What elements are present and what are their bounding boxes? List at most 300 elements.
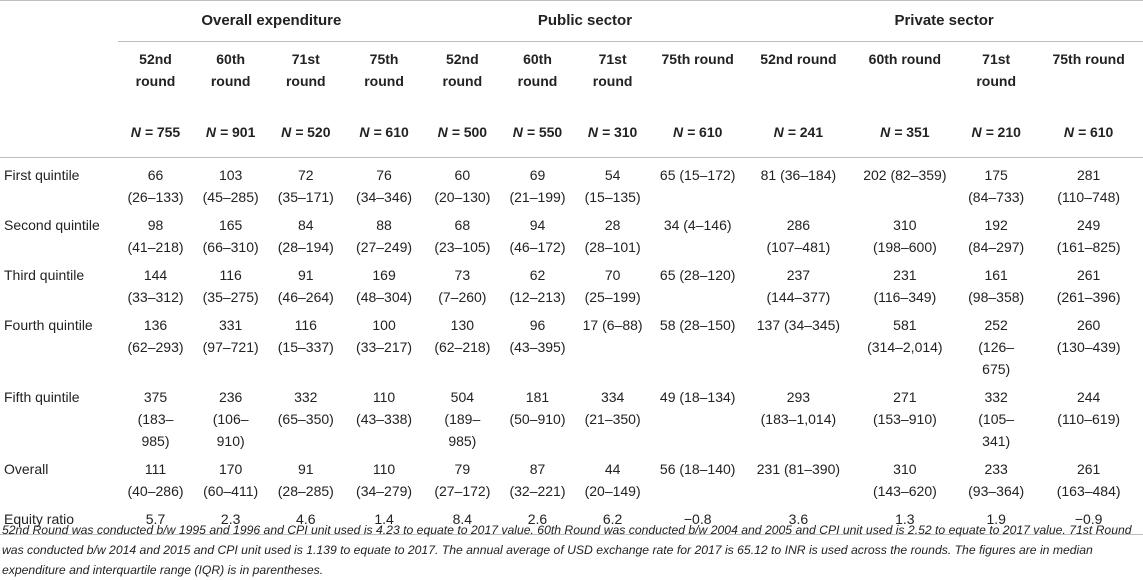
cell-line: 66 bbox=[147, 167, 164, 183]
cell-line: (21–350) bbox=[584, 411, 641, 427]
data-cell bbox=[745, 258, 851, 308]
cell-line: (60–411) bbox=[203, 483, 259, 499]
cell-line: 2.3 bbox=[220, 511, 241, 527]
cell-line: (20–149) bbox=[584, 483, 641, 499]
data-cell bbox=[500, 452, 575, 502]
cell-line: (27–172) bbox=[434, 483, 491, 499]
data-cell bbox=[852, 258, 958, 308]
data-cell bbox=[1034, 308, 1143, 380]
round-header bbox=[193, 42, 268, 108]
cell-line: (65–350) bbox=[277, 411, 334, 427]
data-cell bbox=[1034, 208, 1143, 258]
cell-line: 34 (4–146) bbox=[663, 217, 732, 233]
cell-line: 73 bbox=[454, 267, 471, 283]
data-cell bbox=[650, 380, 745, 452]
cell-line: round bbox=[517, 73, 558, 89]
cell-line: 44 bbox=[604, 461, 621, 477]
cell-line: 504 bbox=[450, 389, 475, 405]
data-cell bbox=[425, 380, 500, 452]
cell-line: 231 (81–390) bbox=[756, 461, 841, 477]
data-cell bbox=[745, 308, 851, 380]
data-cell bbox=[745, 208, 851, 258]
cell-line: 341) bbox=[982, 433, 1011, 449]
data-cell bbox=[343, 380, 424, 452]
cell-line: (12–213) bbox=[509, 289, 566, 305]
round-header bbox=[343, 42, 424, 108]
cell-line: 110 bbox=[372, 389, 396, 405]
data-cell bbox=[1034, 452, 1143, 502]
cell-line: 175 bbox=[984, 167, 1008, 183]
cell-line: 62 bbox=[529, 267, 546, 283]
n-value: 610 bbox=[1089, 124, 1114, 140]
cell-line: 181 bbox=[525, 389, 550, 405]
cell-line: (34–346) bbox=[356, 189, 413, 205]
group-private-sector: Private sector bbox=[745, 1, 1143, 42]
cell-line: (46–172) bbox=[509, 239, 566, 255]
cell-line: (46–264) bbox=[277, 289, 334, 305]
table-row bbox=[0, 452, 1143, 502]
cell-line: 192 bbox=[984, 217, 1008, 233]
cell-line: 236 bbox=[218, 389, 243, 405]
cell-line: (15–135) bbox=[584, 189, 641, 205]
data-cell bbox=[650, 452, 745, 502]
cell-line: 28 bbox=[604, 217, 621, 233]
data-cell bbox=[425, 158, 500, 209]
data-cell bbox=[343, 258, 424, 308]
cell-line: 52nd bbox=[139, 51, 172, 67]
cell-line: 310 bbox=[893, 217, 917, 233]
cell-line: 65 (28–120) bbox=[659, 267, 736, 283]
cell-line: 202 (82–359) bbox=[863, 167, 947, 183]
cell-line: (161–825) bbox=[1056, 239, 1121, 255]
n-value: 610 bbox=[699, 124, 723, 140]
cell-line: (144–377) bbox=[766, 289, 831, 305]
data-cell bbox=[193, 380, 268, 452]
cell-line: 88 bbox=[376, 217, 392, 233]
cell-line: (62–218) bbox=[434, 339, 491, 355]
cell-line: 91 bbox=[298, 267, 314, 283]
cell-line: 79 bbox=[454, 461, 471, 477]
cell-line: 375 bbox=[143, 389, 168, 405]
data-cell bbox=[575, 452, 650, 502]
cell-line: (21–199) bbox=[509, 189, 566, 205]
cell-line: (189– bbox=[444, 411, 481, 427]
cell-line: 81 (36–184) bbox=[760, 167, 837, 183]
cell-line: 52nd bbox=[445, 51, 479, 67]
cell-line: 169 bbox=[372, 267, 396, 283]
data-cell bbox=[650, 258, 745, 308]
cell-line: 1.3 bbox=[895, 511, 915, 527]
cell-line: round bbox=[210, 73, 251, 89]
n-value: 755 bbox=[156, 124, 181, 140]
n-symbol: N = bbox=[205, 124, 232, 140]
cell-line: (261–396) bbox=[1056, 289, 1121, 305]
data-cell bbox=[745, 158, 851, 209]
cell-line: round bbox=[285, 73, 326, 89]
data-cell bbox=[193, 258, 268, 308]
round-header bbox=[650, 42, 745, 108]
cell-line: (84–733) bbox=[968, 189, 1025, 205]
cell-line: 100 bbox=[372, 317, 396, 333]
cell-line: 165 bbox=[218, 217, 243, 233]
n-symbol: N = bbox=[130, 124, 157, 140]
cell-line: 3.6 bbox=[788, 511, 809, 527]
n-value: 610 bbox=[385, 124, 409, 140]
cell-line: 75th bbox=[369, 51, 399, 67]
cell-line: 249 bbox=[1076, 217, 1101, 233]
cell-line: (48–304) bbox=[356, 289, 413, 305]
sample-size-cell bbox=[118, 107, 193, 158]
cell-line: 103 bbox=[218, 167, 243, 183]
cell-line: round bbox=[442, 73, 483, 89]
cell-line: (97–721) bbox=[202, 339, 259, 355]
data-cell bbox=[958, 258, 1034, 308]
data-cell bbox=[193, 308, 268, 380]
n-symbol: N = bbox=[773, 124, 800, 140]
cell-line: 310 bbox=[893, 461, 917, 477]
cell-line: 98 bbox=[147, 217, 164, 233]
data-cell bbox=[425, 308, 500, 380]
cell-line: 332 bbox=[294, 389, 318, 405]
round-header bbox=[500, 42, 575, 108]
cell-line: (93–364) bbox=[968, 483, 1025, 499]
round-header bbox=[745, 42, 851, 108]
cell-line: (116–349) bbox=[873, 289, 937, 305]
cell-line: 286 bbox=[786, 217, 811, 233]
sample-size-cell bbox=[1034, 107, 1143, 158]
cell-line: 331 bbox=[218, 317, 243, 333]
cell-line: 96 bbox=[529, 317, 546, 333]
cell-line: round bbox=[592, 73, 633, 89]
data-cell bbox=[745, 452, 851, 502]
table-row bbox=[0, 308, 1143, 380]
sample-size-cell bbox=[575, 107, 650, 158]
cell-line: (198–600) bbox=[872, 239, 937, 255]
cell-line: (106– bbox=[212, 411, 249, 427]
cell-line: −0.9 bbox=[1074, 511, 1103, 527]
cell-line: 237 bbox=[786, 267, 811, 283]
cell-line: (23–105) bbox=[434, 239, 491, 255]
data-cell bbox=[575, 308, 650, 380]
cell-line: 5.7 bbox=[145, 511, 166, 527]
cell-line: (110–619) bbox=[1057, 411, 1121, 427]
round-header bbox=[958, 42, 1034, 108]
cell-line: 260 bbox=[1076, 317, 1101, 333]
n-symbol: N = bbox=[880, 124, 907, 140]
cell-line: 985) bbox=[141, 433, 170, 449]
cell-line: (66–310) bbox=[202, 239, 259, 255]
n-value: 241 bbox=[799, 124, 824, 140]
cell-line: 52nd round bbox=[760, 51, 837, 67]
data-cell bbox=[852, 380, 958, 452]
corner-cell bbox=[0, 107, 118, 158]
sample-size-row bbox=[0, 107, 1143, 158]
round-header bbox=[425, 42, 500, 108]
cell-line: (98–358) bbox=[968, 289, 1025, 305]
cell-line: (43–338) bbox=[356, 411, 413, 427]
cell-line: 94 bbox=[529, 217, 546, 233]
cell-line: 6.2 bbox=[602, 511, 623, 527]
data-cell bbox=[500, 258, 575, 308]
table-row bbox=[0, 158, 1143, 209]
table-body bbox=[0, 158, 1143, 535]
sample-size-cell bbox=[500, 107, 575, 158]
data-cell bbox=[193, 208, 268, 258]
data-cell bbox=[575, 380, 650, 452]
row-label: Fifth quintile bbox=[4, 389, 80, 405]
cell-line: (105– bbox=[978, 411, 1015, 427]
row-label: First quintile bbox=[4, 167, 80, 183]
cell-line: 137 (34–345) bbox=[756, 317, 841, 333]
n-value: 901 bbox=[232, 124, 256, 140]
data-cell bbox=[958, 208, 1034, 258]
sample-size-cell bbox=[650, 107, 745, 158]
cell-line: 71st bbox=[598, 51, 627, 67]
table-row bbox=[0, 380, 1143, 452]
data-cell bbox=[500, 158, 575, 209]
cell-line: 1.9 bbox=[986, 511, 1006, 527]
data-cell bbox=[958, 452, 1034, 502]
cell-line: 54 bbox=[604, 167, 621, 183]
n-value: 310 bbox=[613, 124, 638, 140]
group-public-sector: Public sector bbox=[425, 1, 745, 42]
cell-line: 581 bbox=[893, 317, 917, 333]
cell-line: 233 bbox=[984, 461, 1008, 477]
data-cell bbox=[425, 208, 500, 258]
n-value: 520 bbox=[307, 124, 331, 140]
cell-line: 261 bbox=[1076, 461, 1101, 477]
cell-line: 70 bbox=[604, 267, 621, 283]
sample-size-cell bbox=[268, 107, 343, 158]
data-cell bbox=[1034, 380, 1143, 452]
cell-line: (34–279) bbox=[356, 483, 413, 499]
data-cell bbox=[268, 258, 343, 308]
round-header bbox=[268, 42, 343, 108]
cell-line: (40–286) bbox=[127, 483, 184, 499]
round-header-row bbox=[0, 42, 1143, 108]
data-cell bbox=[268, 158, 343, 209]
cell-line: 60th round bbox=[868, 51, 942, 67]
cell-line: (110–748) bbox=[1057, 189, 1121, 205]
data-cell bbox=[1034, 258, 1143, 308]
data-cell bbox=[745, 380, 851, 452]
data-cell bbox=[343, 158, 424, 209]
cell-line: (163–484) bbox=[1056, 483, 1121, 499]
cell-line: 293 bbox=[786, 389, 811, 405]
cell-line: (26–133) bbox=[127, 189, 184, 205]
data-cell bbox=[500, 308, 575, 380]
cell-line: 136 bbox=[143, 317, 168, 333]
data-cell bbox=[575, 258, 650, 308]
data-cell bbox=[425, 258, 500, 308]
n-value: 500 bbox=[463, 124, 488, 140]
cell-line: (314–2,014) bbox=[867, 339, 943, 355]
cell-line: 75th round bbox=[1052, 51, 1125, 67]
row-label: Third quintile bbox=[4, 267, 85, 283]
cell-line: (43–395) bbox=[509, 339, 566, 355]
sample-size-cell bbox=[745, 107, 851, 158]
cell-line: 985) bbox=[448, 433, 477, 449]
group-header-row bbox=[0, 1, 1143, 42]
sample-size-cell bbox=[958, 107, 1034, 158]
cell-line: (50–910) bbox=[509, 411, 566, 427]
data-cell bbox=[118, 208, 193, 258]
round-header bbox=[575, 42, 650, 108]
cell-line: −0.8 bbox=[683, 511, 712, 527]
cell-line: 49 (18–134) bbox=[659, 389, 736, 405]
round-header bbox=[1034, 42, 1143, 108]
cell-line: 4.6 bbox=[296, 511, 316, 527]
cell-line: 71st bbox=[982, 51, 1011, 67]
cell-line: round bbox=[976, 73, 1016, 89]
data-cell bbox=[193, 158, 268, 209]
data-cell bbox=[500, 380, 575, 452]
cell-line: (107–481) bbox=[766, 239, 831, 255]
cell-line: 1.4 bbox=[374, 511, 394, 527]
data-cell bbox=[575, 158, 650, 209]
cell-line: 271 bbox=[893, 389, 917, 405]
n-symbol: N = bbox=[587, 124, 614, 140]
data-cell bbox=[193, 452, 268, 502]
cell-line: (35–171) bbox=[277, 189, 334, 205]
data-cell bbox=[343, 208, 424, 258]
cell-line: 72 bbox=[298, 167, 314, 183]
cell-line: (27–249) bbox=[356, 239, 413, 255]
data-cell bbox=[650, 308, 745, 380]
row-label: Equity ratio bbox=[0, 502, 118, 535]
data-cell bbox=[425, 452, 500, 502]
cell-line: 910) bbox=[216, 433, 245, 449]
data-cell bbox=[852, 308, 958, 380]
n-symbol: N = bbox=[1063, 124, 1090, 140]
cell-line: (84–297) bbox=[968, 239, 1025, 255]
row-label: Fourth quintile bbox=[4, 317, 93, 333]
table-row bbox=[0, 258, 1143, 308]
data-cell bbox=[268, 380, 343, 452]
cell-line: (20–130) bbox=[434, 189, 491, 205]
cell-line: 60th bbox=[216, 51, 246, 67]
data-cell bbox=[958, 158, 1034, 209]
cell-line: (15–337) bbox=[277, 339, 334, 355]
cell-line: (153–910) bbox=[872, 411, 937, 427]
sample-size-cell bbox=[852, 107, 958, 158]
cell-line: 87 bbox=[529, 461, 546, 477]
cell-line: (41–218) bbox=[127, 239, 184, 255]
cell-line: 675) bbox=[982, 361, 1011, 377]
n-symbol: N = bbox=[512, 124, 539, 140]
data-cell bbox=[118, 452, 193, 502]
data-cell bbox=[343, 452, 424, 502]
cell-line: 144 bbox=[143, 267, 168, 283]
cell-line: 332 bbox=[984, 389, 1008, 405]
table-row bbox=[0, 208, 1143, 258]
cell-line: 2.6 bbox=[527, 511, 548, 527]
cell-line: 58 (28–150) bbox=[659, 317, 736, 333]
data-cell bbox=[1034, 158, 1143, 209]
data-cell bbox=[852, 208, 958, 258]
cell-line: 110 bbox=[372, 461, 396, 477]
n-value: 210 bbox=[997, 124, 1021, 140]
cell-line: 116 bbox=[219, 267, 242, 283]
n-value: 351 bbox=[906, 124, 930, 140]
data-cell bbox=[118, 158, 193, 209]
cell-line: 17 (6–88) bbox=[582, 317, 643, 333]
cell-line: 71st bbox=[291, 51, 320, 67]
n-symbol: N = bbox=[437, 124, 464, 140]
cell-line: (28–194) bbox=[277, 239, 334, 255]
n-symbol: N = bbox=[281, 124, 308, 140]
data-cell bbox=[268, 308, 343, 380]
cell-line: 261 bbox=[1076, 267, 1101, 283]
cell-line: (62–293) bbox=[127, 339, 184, 355]
data-cell bbox=[268, 452, 343, 502]
cell-line: (183–1,014) bbox=[760, 411, 837, 427]
cell-line: (45–285) bbox=[202, 189, 259, 205]
cell-line: 60 bbox=[454, 167, 471, 183]
data-cell bbox=[118, 308, 193, 380]
cell-line: 161 bbox=[984, 267, 1008, 283]
cell-line: 334 bbox=[600, 389, 625, 405]
data-cell bbox=[958, 308, 1034, 380]
cell-line: 130 bbox=[450, 317, 475, 333]
cell-line: 84 bbox=[298, 217, 314, 233]
cell-line: round bbox=[135, 73, 176, 89]
cell-line: 69 bbox=[529, 167, 546, 183]
data-cell bbox=[268, 208, 343, 258]
data-cell bbox=[118, 380, 193, 452]
cell-line: (183– bbox=[137, 411, 174, 427]
table-footnote: 52nd Round was conducted b/w 1995 and 1996 and CPI unit used is 4.23 to equate to 2017 value. 60th Round was conducted b/w 2004 and 2005 and CPI unit used is 2.52 to equate to 2017 value. 71st Round was conducted b/w 2014 and 2015 and CPI unit used is 1.139 to equate to 2017. The annual average of USD exchange rate for 2017 is 65.12 to INR is used across the rounds. The figures are in median expenditure and interquartile range (IQR) is in parentheses. bbox=[2, 523, 1132, 577]
cell-line: (143–620) bbox=[872, 483, 937, 499]
n-symbol: N = bbox=[672, 124, 700, 140]
cell-line: round bbox=[364, 73, 404, 89]
cell-line: 76 bbox=[376, 167, 392, 183]
cell-line: 91 bbox=[298, 461, 314, 477]
cell-line: (33–217) bbox=[356, 339, 413, 355]
data-cell bbox=[343, 308, 424, 380]
data-cell bbox=[575, 208, 650, 258]
row-label: Second quintile bbox=[4, 217, 100, 233]
cell-line: 8.4 bbox=[452, 511, 473, 527]
cell-line: (35–275) bbox=[202, 289, 259, 305]
cell-line: (126– bbox=[978, 339, 1015, 355]
group-overall-expenditure: Overall expenditure bbox=[118, 1, 425, 42]
n-symbol: N = bbox=[359, 124, 386, 140]
corner-cell bbox=[0, 1, 118, 42]
cell-line: 60th bbox=[523, 51, 552, 67]
round-header bbox=[852, 42, 958, 108]
data-cell bbox=[852, 158, 958, 209]
cell-line: 56 (18–140) bbox=[659, 461, 736, 477]
cell-line: 231 bbox=[893, 267, 917, 283]
n-symbol: N = bbox=[971, 124, 998, 140]
data-cell bbox=[650, 158, 745, 209]
cell-line: 281 bbox=[1076, 167, 1101, 183]
row-label: Overall bbox=[4, 461, 49, 477]
cell-line: (7–260) bbox=[438, 289, 487, 305]
data-cell bbox=[958, 380, 1034, 452]
cell-line: (25–199) bbox=[584, 289, 641, 305]
cell-line: 170 bbox=[218, 461, 243, 477]
sample-size-cell bbox=[343, 107, 424, 158]
sample-size-cell bbox=[425, 107, 500, 158]
cell-line: 252 bbox=[984, 317, 1008, 333]
cell-line: 75th round bbox=[661, 51, 734, 67]
n-value: 550 bbox=[538, 124, 563, 140]
cell-line: 111 bbox=[144, 461, 167, 477]
data-cell bbox=[500, 208, 575, 258]
data-cell bbox=[118, 258, 193, 308]
